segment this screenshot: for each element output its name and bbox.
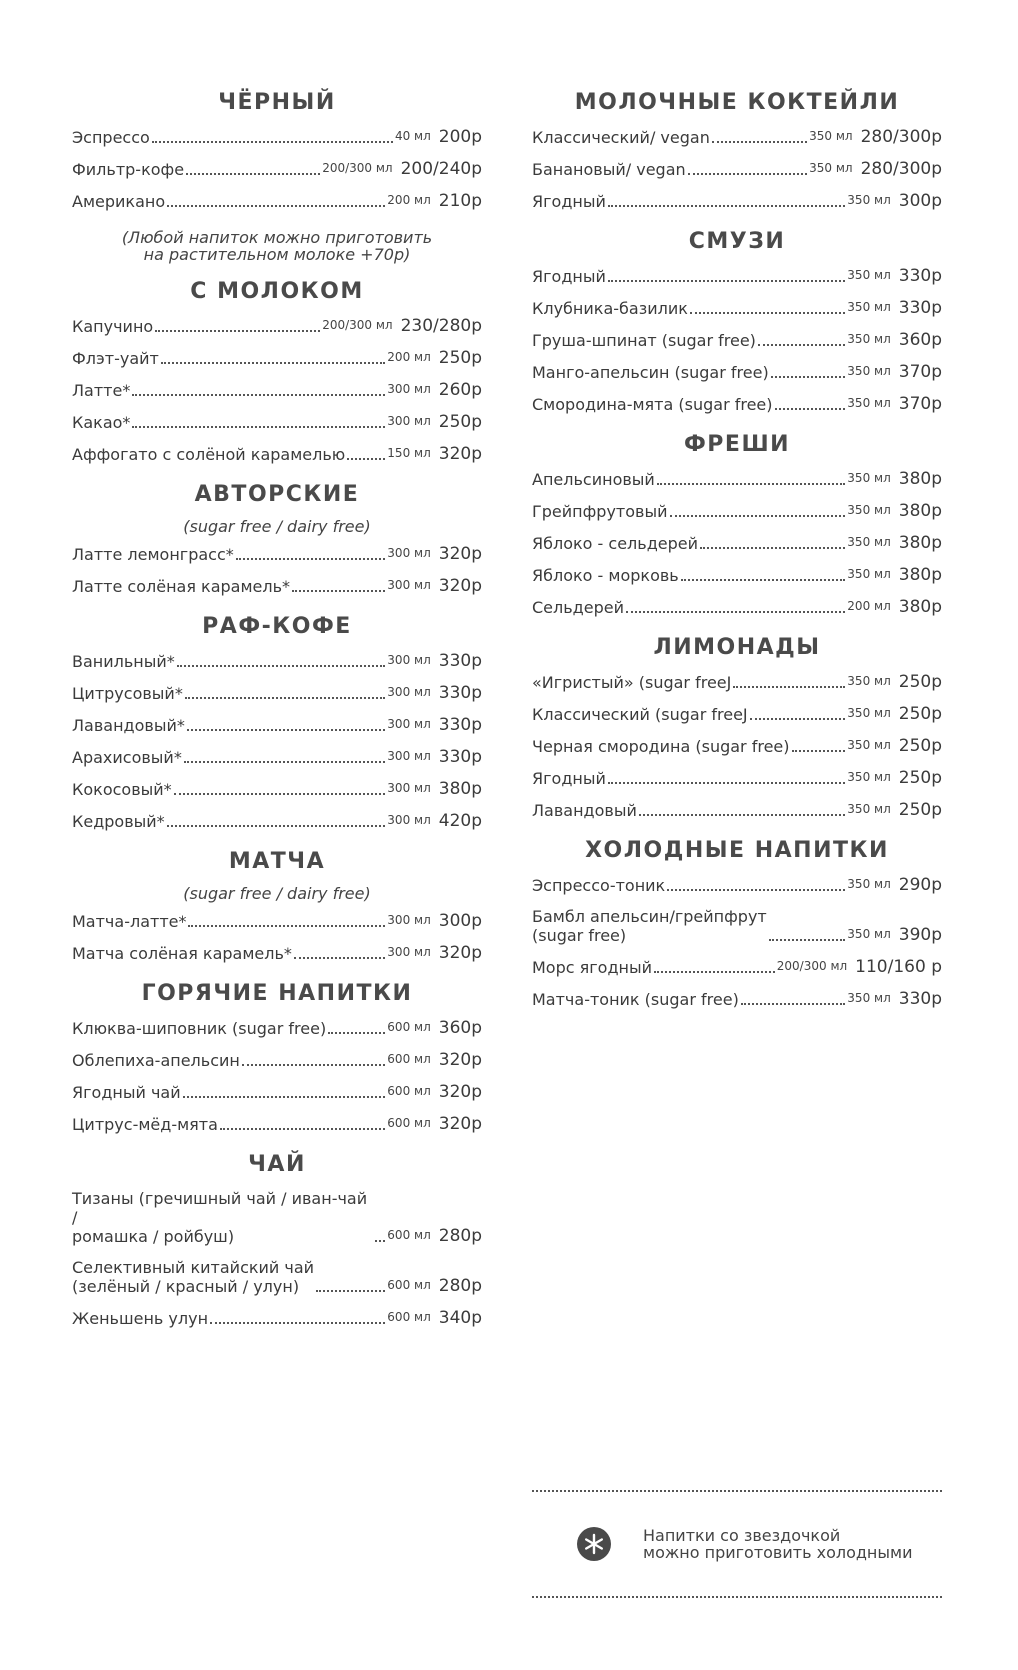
item-volume: 300 мл [387, 781, 431, 795]
item-price: 370р [898, 362, 942, 382]
menu-section [532, 90, 942, 211]
item-name: Американо [72, 192, 166, 211]
item-volume: 200/300 мл [322, 318, 393, 332]
item-price: 280/300р [860, 127, 942, 147]
item-name: Латте лемонграсс* [72, 545, 234, 564]
item-name: Латте* [72, 381, 131, 400]
menu-item [72, 444, 482, 464]
item-name: Матча-тоник (sugar free) [532, 990, 739, 1009]
menu-item [72, 191, 482, 211]
item-price: 360р [898, 330, 942, 350]
item-volume: 350 мл [847, 535, 891, 549]
dot-leader [792, 750, 846, 752]
menu-section [72, 614, 482, 831]
item-price: 250р [898, 768, 942, 788]
menu-item [532, 907, 942, 945]
item-volume: 300 мл [387, 653, 431, 667]
dot-leader [670, 515, 846, 517]
section-title: ХОЛОДНЫЕ НАПИТКИ [585, 838, 889, 863]
menu-section [72, 482, 482, 596]
item-name: Ягодный [532, 769, 606, 788]
item-volume: 600 мл [387, 1278, 431, 1292]
section-title: СМУЗИ [688, 229, 786, 254]
item-price: 110/160 р [855, 957, 942, 977]
menu-item [72, 1018, 482, 1038]
item-price: 200/240р [400, 159, 482, 179]
dot-leader [161, 362, 385, 364]
item-volume: 300 мл [387, 546, 431, 560]
item-price: 320р [438, 444, 482, 464]
item-price: 200р [438, 127, 482, 147]
dot-leader [242, 1064, 385, 1066]
item-name: Ягодный [532, 192, 606, 211]
item-volume: 350 мл [847, 738, 891, 752]
item-name: Сельдерей [532, 598, 624, 617]
menu-item [532, 957, 942, 977]
item-volume: 600 мл [387, 1084, 431, 1098]
item-name: Флэт-уайт [72, 349, 159, 368]
item-name: Эспрессо [72, 128, 150, 147]
dot-leader [292, 590, 385, 592]
menu-section [532, 838, 942, 1009]
menu-item [72, 576, 482, 596]
menu-item [72, 1082, 482, 1102]
dot-leader [347, 458, 385, 460]
section-title: МАТЧА [228, 849, 326, 874]
menu-item [532, 191, 942, 211]
menu-item [532, 672, 942, 692]
item-name: Фильтр-кофе [72, 160, 185, 179]
item-volume: 350 мл [847, 567, 891, 581]
item-volume: 350 мл [847, 991, 891, 1005]
item-name: Лавандовый [532, 801, 637, 820]
item-name: Классический/ vegan [532, 128, 710, 147]
item-name: Грейпфрутовый [532, 502, 668, 521]
item-name: Облепиха-апельсин [72, 1051, 240, 1070]
item-volume: 600 мл [387, 1116, 431, 1130]
item-price: 330р [438, 715, 482, 735]
menu-item [532, 736, 942, 756]
item-name: Груша-шпинат (sugar free) [532, 331, 756, 350]
menu-item [532, 266, 942, 286]
item-volume: 600 мл [387, 1052, 431, 1066]
item-price: 290р [898, 875, 942, 895]
dot-leader [375, 1240, 385, 1242]
section-title: С МОЛОКОМ [190, 279, 364, 304]
dot-leader [167, 205, 385, 207]
dot-leader [750, 718, 846, 720]
item-price: 330р [438, 747, 482, 767]
menu-item [532, 127, 942, 147]
item-name: Кедровый* [72, 812, 165, 831]
item-volume: 350 мл [847, 268, 891, 282]
item-price: 250р [898, 704, 942, 724]
section-title: ГОРЯЧИЕ НАПИТКИ [141, 981, 413, 1006]
item-volume: 200 мл [387, 193, 431, 207]
dot-leader [667, 889, 845, 891]
item-name: Аффогато с солёной карамелью [72, 445, 346, 464]
item-volume: 350 мл [847, 927, 891, 941]
menu-item [72, 779, 482, 799]
item-price: 380р [898, 469, 942, 489]
dot-leader [155, 330, 320, 332]
item-price: 340р [438, 1308, 482, 1328]
item-volume: 40 мл [394, 129, 431, 143]
dot-leader [712, 141, 807, 143]
item-name: Матча солёная карамель* [72, 944, 292, 963]
item-price: 330р [898, 298, 942, 318]
item-price: 390р [898, 925, 942, 945]
item-name: Кокосовый* [72, 780, 172, 799]
menu-item [72, 715, 482, 735]
item-name: Латте солёная карамель* [72, 577, 291, 596]
menu-section [532, 432, 942, 617]
item-name: Смородина-мята (sugar free) [532, 395, 773, 414]
item-price: 320р [438, 576, 482, 596]
item-volume: 600 мл [387, 1310, 431, 1324]
dot-leader [188, 925, 385, 927]
menu-item [532, 989, 942, 1009]
item-volume: 350 мл [847, 300, 891, 314]
item-name: Ягодный чай [72, 1083, 181, 1102]
item-volume: 350 мл [847, 706, 891, 720]
section-title: ЛИМОНАДЫ [653, 635, 821, 660]
dot-leader [220, 1128, 385, 1130]
item-volume: 350 мл [847, 396, 891, 410]
item-volume: 350 мл [847, 471, 891, 485]
item-volume: 600 мл [387, 1228, 431, 1242]
item-price: 330р [438, 683, 482, 703]
item-volume: 150 мл [387, 446, 431, 460]
item-price: 330р [898, 989, 942, 1009]
menu-item [72, 747, 482, 767]
menu-item [532, 159, 942, 179]
item-price: 300р [438, 911, 482, 931]
menu-item [72, 1258, 482, 1296]
menu-item [532, 394, 942, 414]
item-name: «Игристый» (sugar freeJ [532, 673, 732, 692]
item-name: Морс ягодный [532, 958, 653, 977]
dot-leader [690, 312, 845, 314]
item-name: Апельсиновый [532, 470, 655, 489]
item-name: Бамбл апельсин/грейпфрут (sugar free) [532, 907, 767, 945]
item-volume: 200/300 мл [322, 161, 393, 175]
item-price: 380р [898, 501, 942, 521]
section-title: АВТОРСКИЕ [194, 482, 360, 507]
item-price: 380р [438, 779, 482, 799]
dot-leader [184, 761, 385, 763]
dot-leader [700, 547, 845, 549]
item-volume: 350 мл [809, 129, 853, 143]
item-name: Яблоко - морковь [532, 566, 679, 585]
dot-leader [608, 280, 845, 282]
menu-item [532, 875, 942, 895]
item-name: Селективный китайский чай (зелёный / красный / улун) [72, 1258, 315, 1296]
menu-item [532, 533, 942, 553]
dot-leader [654, 971, 775, 973]
item-price: 250р [898, 736, 942, 756]
menu-item [72, 380, 482, 400]
item-volume: 350 мл [847, 503, 891, 517]
item-price: 250р [438, 412, 482, 432]
item-price: 230/280р [400, 316, 482, 336]
dot-leader [688, 173, 807, 175]
menu-item [72, 1114, 482, 1134]
item-name: Цитрус-мёд-мята [72, 1115, 218, 1134]
item-price: 380р [898, 533, 942, 553]
plant-milk-note: (Любой напиток можно приготовить на растительном молоке +70р) [121, 228, 433, 264]
item-price: 210р [438, 191, 482, 211]
dot-leader [733, 686, 845, 688]
item-price: 320р [438, 943, 482, 963]
item-name: Капучино [72, 317, 154, 336]
menu-item [532, 298, 942, 318]
item-name: Арахисовый* [72, 748, 182, 767]
menu-item [532, 704, 942, 724]
menu-item [72, 159, 482, 179]
footer-body [532, 1492, 942, 1596]
item-price: 420р [438, 811, 482, 831]
item-volume: 300 мл [387, 749, 431, 763]
item-name: Матча-латте* [72, 912, 187, 931]
menu-item [72, 811, 482, 831]
item-volume: 300 мл [387, 578, 431, 592]
dot-leader [775, 408, 846, 410]
item-volume: 350 мл [847, 193, 891, 207]
dot-leader [186, 173, 320, 175]
menu-item [532, 800, 942, 820]
item-name: Лавандовый* [72, 716, 185, 735]
menu-section [532, 229, 942, 414]
footer-note [532, 1490, 942, 1598]
item-price: 280/300р [860, 159, 942, 179]
dot-leader [185, 697, 385, 699]
menu-item [72, 1308, 482, 1328]
asterisk-icon [577, 1527, 611, 1561]
menu-item [532, 501, 942, 521]
item-price: 280р [438, 1276, 482, 1296]
dot-leader [132, 394, 385, 396]
item-volume: 350 мл [847, 877, 891, 891]
footer-divider-bottom [532, 1596, 942, 1598]
menu-section [72, 279, 482, 464]
item-volume: 600 мл [387, 1020, 431, 1034]
dot-leader [608, 205, 845, 207]
item-price: 250р [898, 672, 942, 692]
dot-leader [183, 1096, 386, 1098]
dot-leader [174, 793, 386, 795]
section-title: ЧЁРНЫЙ [218, 90, 336, 115]
item-name: Ягодный [532, 267, 606, 286]
menu-section [72, 1152, 482, 1328]
menu-item [532, 362, 942, 382]
section-note: (sugar free / dairy free) [183, 884, 371, 903]
section-note: (sugar free / dairy free) [183, 517, 371, 536]
menu-item [72, 348, 482, 368]
dot-leader [741, 1003, 845, 1005]
section-title: ФРЕШИ [683, 432, 791, 457]
section-title: ЧАЙ [248, 1152, 306, 1177]
dot-leader [294, 957, 385, 959]
section-title: МОЛОЧНЫЕ КОКТЕЙЛИ [574, 90, 900, 115]
menu-item [72, 1189, 482, 1246]
menu-item [72, 911, 482, 931]
item-price: 380р [898, 565, 942, 585]
item-volume: 200 мл [387, 350, 431, 364]
item-price: 330р [898, 266, 942, 286]
menu-column-right [532, 90, 942, 1027]
item-volume: 350 мл [847, 364, 891, 378]
item-volume: 300 мл [387, 382, 431, 396]
item-name: Цитрусовый* [72, 684, 183, 703]
section-title: РАФ-КОФЕ [202, 614, 352, 639]
item-volume: 200 мл [847, 599, 891, 613]
item-price: 250р [438, 348, 482, 368]
dot-leader [771, 376, 846, 378]
menu-item [72, 683, 482, 703]
item-volume: 350 мл [847, 674, 891, 688]
dot-leader [210, 1322, 385, 1324]
item-price: 300р [898, 191, 942, 211]
dot-leader [657, 483, 845, 485]
menu-item [532, 565, 942, 585]
menu-section [72, 849, 482, 963]
menu-section [532, 635, 942, 820]
menu-item [72, 943, 482, 963]
item-name: Ванильный* [72, 652, 175, 671]
item-name: Классический (sugar freeJ [532, 705, 748, 724]
dot-leader [152, 141, 393, 143]
menu-item [532, 597, 942, 617]
menu-item [532, 768, 942, 788]
item-volume: 300 мл [387, 685, 431, 699]
item-name: Эспрессо-тоник [532, 876, 666, 895]
dot-leader [608, 782, 845, 784]
item-name: Женьшень улун [72, 1309, 209, 1328]
item-volume: 300 мл [387, 813, 431, 827]
dot-leader [639, 814, 845, 816]
item-name: Яблоко - сельдерей [532, 534, 698, 553]
dot-leader [132, 426, 385, 428]
dot-leader [328, 1032, 385, 1034]
menu-section [72, 981, 482, 1134]
item-name: Манго-апельсин (sugar free) [532, 363, 769, 382]
item-volume: 300 мл [387, 414, 431, 428]
item-price: 360р [438, 1018, 482, 1038]
item-volume: 350 мл [847, 770, 891, 784]
item-price: 330р [438, 651, 482, 671]
dot-leader [758, 344, 845, 346]
dot-leader [167, 825, 386, 827]
item-price: 320р [438, 1050, 482, 1070]
item-price: 380р [898, 597, 942, 617]
item-price: 250р [898, 800, 942, 820]
item-volume: 300 мл [387, 945, 431, 959]
item-price: 320р [438, 1114, 482, 1134]
menu-item [532, 330, 942, 350]
menu-item [72, 316, 482, 336]
item-price: 320р [438, 1082, 482, 1102]
item-name: Какао* [72, 413, 131, 432]
item-volume: 350 мл [847, 802, 891, 816]
dot-leader [236, 558, 386, 560]
item-name: Черная смородина (sugar free) [532, 737, 790, 756]
footer-text: Напитки со звездочкой можно приготовить холодными [643, 1526, 913, 1562]
item-volume: 200/300 мл [776, 959, 848, 973]
item-volume: 350 мл [809, 161, 853, 175]
item-name: Тизаны (гречишный чай / иван-чай / ромашка / ройбуш) [72, 1189, 368, 1246]
dot-leader [316, 1290, 385, 1292]
menu-section [72, 90, 482, 211]
menu-item [72, 651, 482, 671]
item-volume: 300 мл [387, 913, 431, 927]
item-price: 280р [438, 1226, 482, 1246]
item-name: Клюква-шиповник (sugar free) [72, 1019, 327, 1038]
menu-item [72, 412, 482, 432]
item-volume: 300 мл [387, 717, 431, 731]
dot-leader [626, 611, 845, 613]
dot-leader [177, 665, 386, 667]
menu-column-left [72, 90, 482, 1346]
item-price: 320р [438, 544, 482, 564]
dot-leader [681, 579, 846, 581]
menu-item [532, 469, 942, 489]
item-name: Клубника-базилик [532, 299, 688, 318]
menu-item [72, 127, 482, 147]
item-volume: 350 мл [847, 332, 891, 346]
menu-item [72, 1050, 482, 1070]
item-name: Банановый/ vegan [532, 160, 686, 179]
item-price: 260р [438, 380, 482, 400]
item-price: 370р [898, 394, 942, 414]
dot-leader [769, 939, 846, 941]
menu-item [72, 544, 482, 564]
dot-leader [187, 729, 385, 731]
